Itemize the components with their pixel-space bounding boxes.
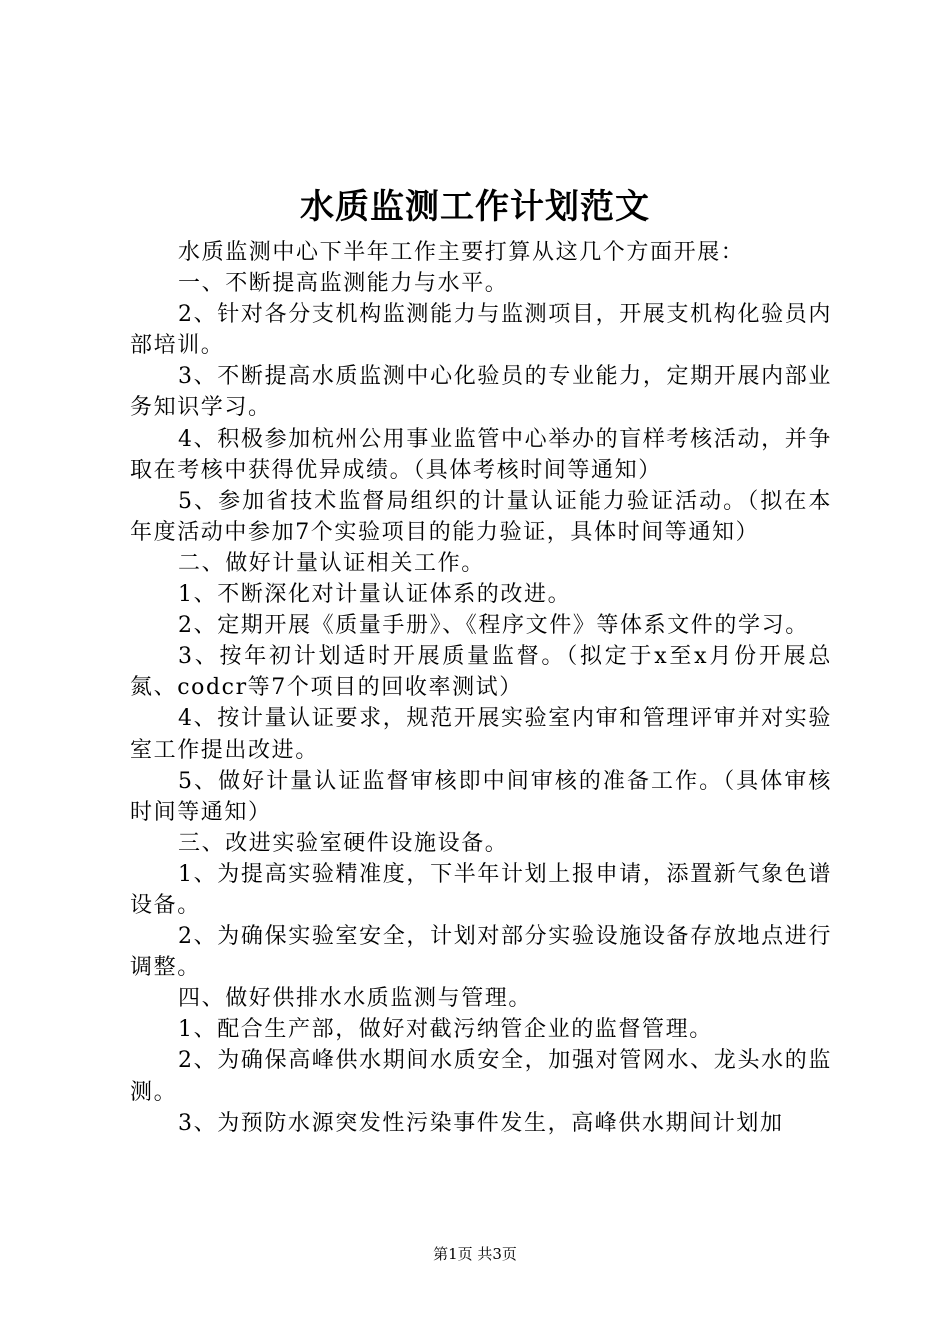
paragraph: 2、为确保高峰供水期间水质安全，加强对管网水、龙头水的监测。 xyxy=(130,1048,832,1105)
page-footer: 第1页 共3页 xyxy=(433,1245,517,1263)
paragraph: 3、不断提高水质监测中心化验员的专业能力，定期开展内部业务知识学习。 xyxy=(130,364,832,421)
paragraph: 3、为预防水源突发性污染事件发生，高峰供水期间计划加 xyxy=(178,1110,784,1136)
paragraph: 2、针对各分支机构监测能力与监测项目，开展支机构化验员内部培训。 xyxy=(130,302,832,359)
paragraph: 2、定期开展《质量手册》、《程序文件》等体系文件的学习。 xyxy=(178,613,809,639)
paragraph: 4、积极参加杭州公用事业监管中心举办的盲样考核活动，并争取在考核中获得优异成绩。（具体考核时间等通知） xyxy=(130,426,832,483)
paragraph: 5、做好计量认证监督审核即中间审核的准备工作。（具体审核时间等通知） xyxy=(130,768,832,825)
paragraph: 1、配合生产部，做好对截污纳管企业的监督管理。 xyxy=(178,1017,713,1043)
section-heading: 三、改进实验室硬件设施设备。 xyxy=(178,830,509,856)
section-heading: 一、不断提高监测能力与水平。 xyxy=(178,271,509,297)
paragraph: 水质监测中心下半年工作主要打算从这几个方面开展： xyxy=(178,240,745,265)
paragraph: 3、按年初计划适时开展质量监督。（拟定于x至x月份开展总氮、codcr等7个项目的回收率测试） xyxy=(130,644,832,701)
paragraph: 1、为提高实验精准度，下半年计划上报申请，添置新气象色谱设备。 xyxy=(130,861,832,918)
document-body xyxy=(130,237,832,1139)
document-title: 水质监测工作计划范文 xyxy=(300,187,650,227)
section-heading: 四、做好供排水水质监测与管理。 xyxy=(178,986,533,1012)
paragraph: 1、不断深化对计量认证体系的改进。 xyxy=(178,582,572,608)
paragraph: 2、为确保实验室安全，计划对部分实验设施设备存放地点进行调整。 xyxy=(130,924,832,981)
paragraph: 4、按计量认证要求，规范开展实验室内审和管理评审并对实验室工作提出改进。 xyxy=(130,706,832,763)
paragraph: 5、参加省技术监督局组织的计量认证能力验证活动。（拟在本年度活动中参加7个实验项目的能力验证，具体时间等通知） xyxy=(130,488,832,545)
section-heading: 二、做好计量认证相关工作。 xyxy=(178,550,485,576)
